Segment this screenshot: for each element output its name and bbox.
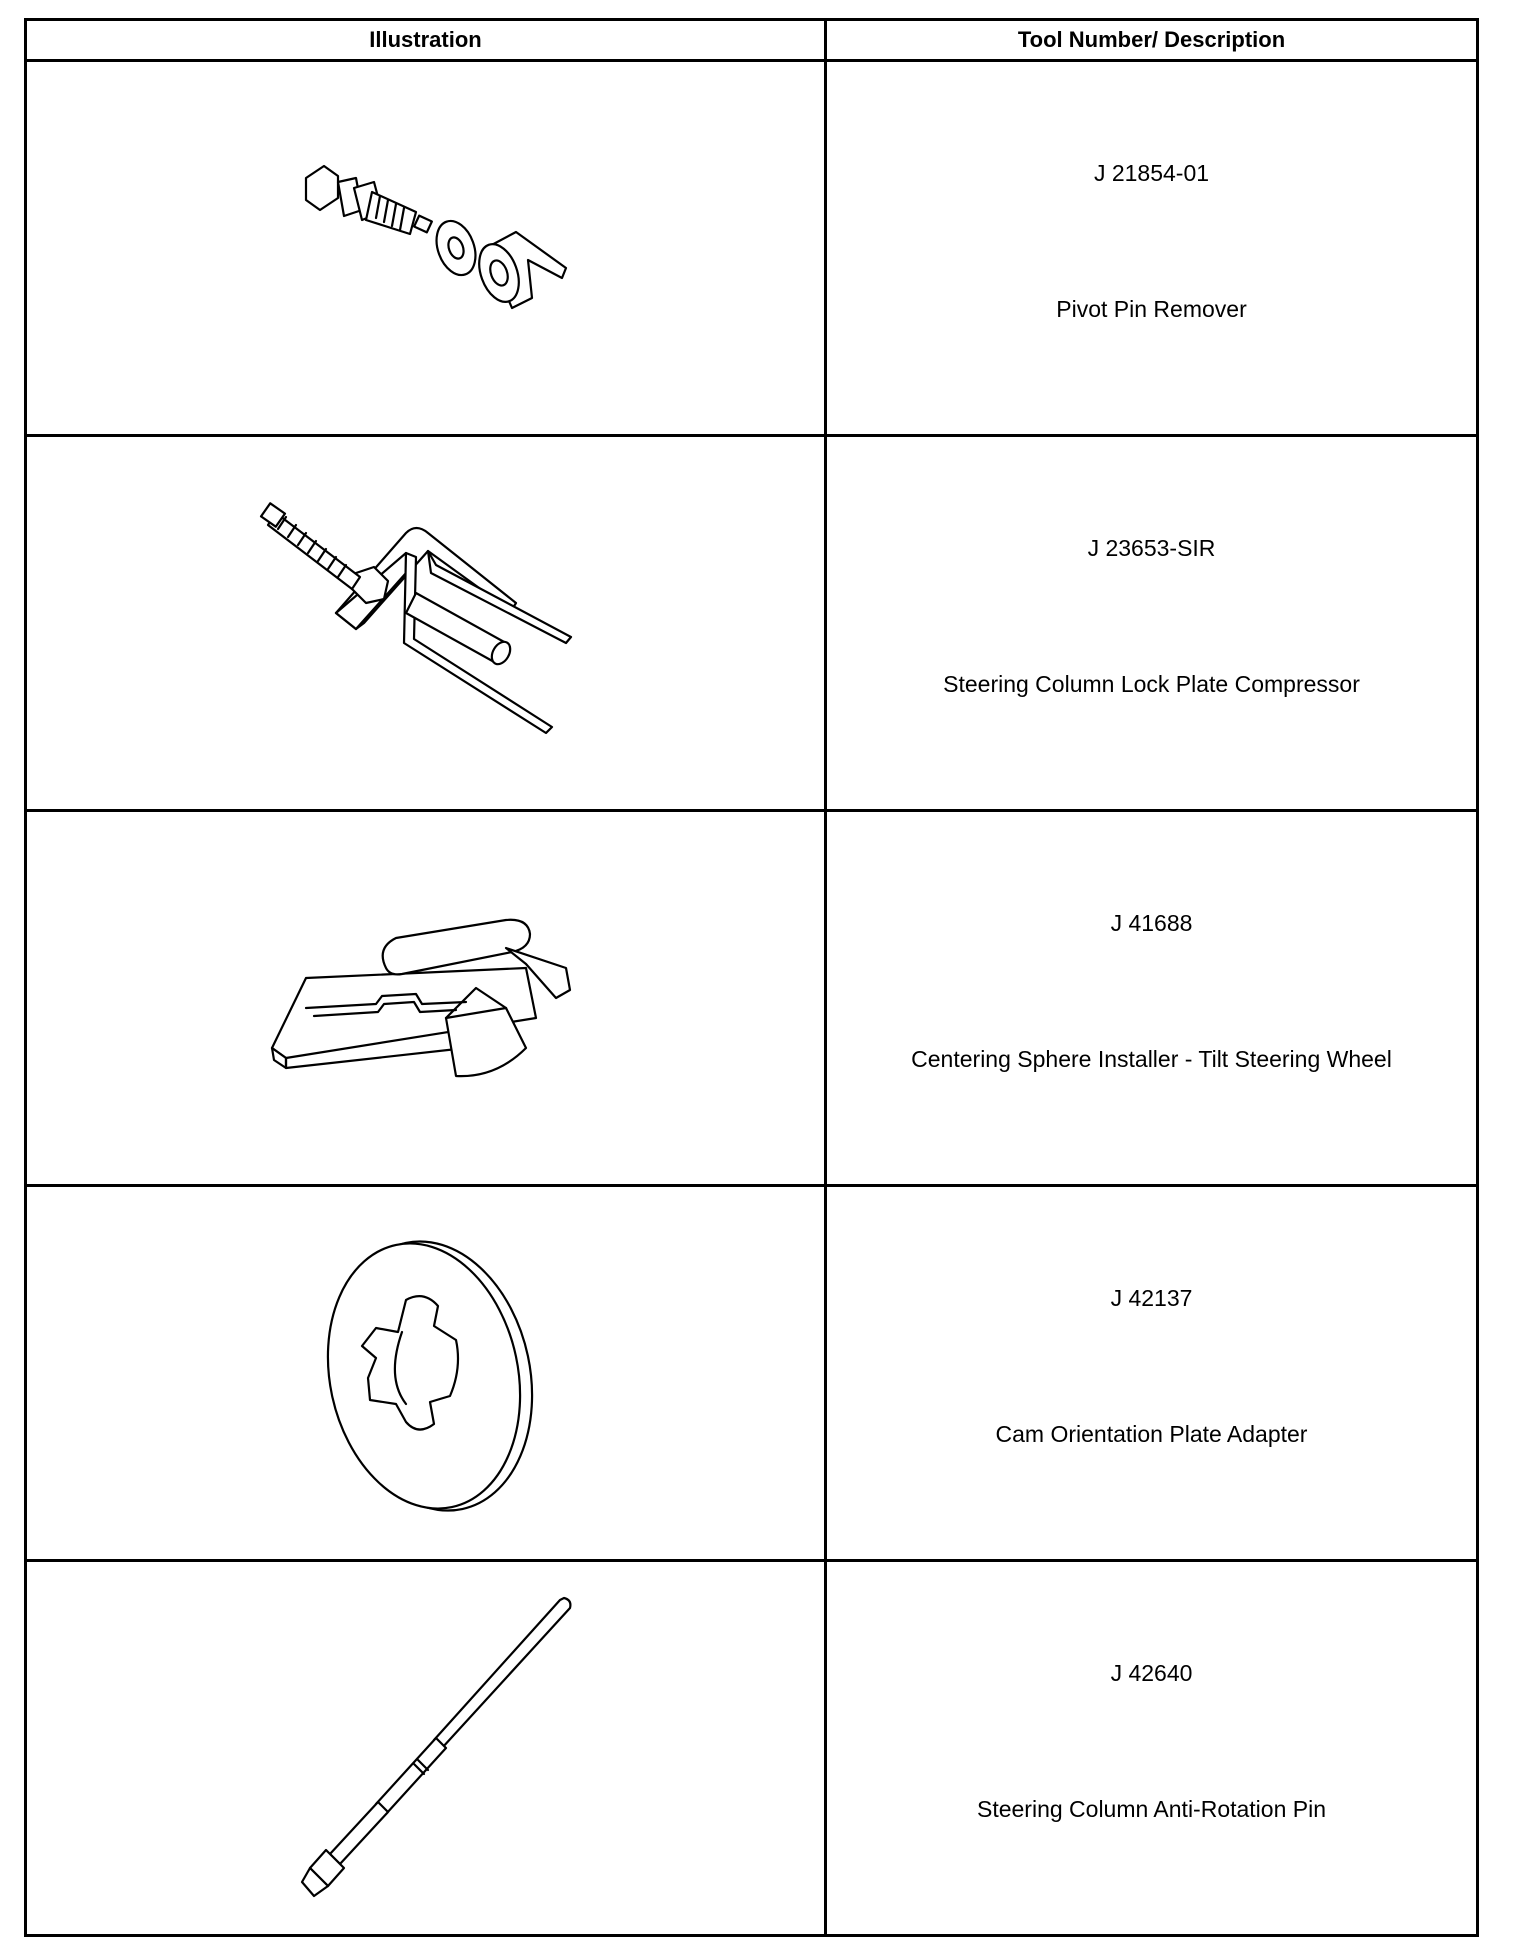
anti-rotation-pin-icon <box>266 1588 586 1908</box>
table-row <box>26 1561 1478 1936</box>
lock-plate-compressor-icon <box>256 493 596 753</box>
tool-number: J 21854-01 <box>1093 160 1210 186</box>
header-illustration: Illustration <box>26 20 826 61</box>
tool-description: Cam Orientation Plate Adapter <box>995 1421 1308 1447</box>
header-row <box>26 20 1478 61</box>
tool-description: Steering Column Lock Plate Compressor <box>943 671 1360 697</box>
tool-number: J 41688 <box>1110 910 1193 936</box>
tool-description-cell <box>826 61 1478 436</box>
table-row <box>26 811 1478 1186</box>
tool-number: J 42640 <box>1110 1660 1193 1686</box>
illustration-cell <box>26 61 826 436</box>
tool-description-cell <box>826 1186 1478 1561</box>
illustration-cell <box>26 811 826 1186</box>
illustration-cell <box>26 1561 826 1936</box>
special-tools-table <box>24 18 1479 1937</box>
illustration-cell <box>26 1186 826 1561</box>
table-row <box>26 61 1478 436</box>
tool-description-cell <box>826 436 1478 811</box>
table-row <box>26 436 1478 811</box>
tool-description: Pivot Pin Remover <box>1056 296 1247 322</box>
illustration-cell <box>26 436 826 811</box>
header-tool-number-description: Tool Number/ Description <box>826 20 1478 61</box>
tool-number: J 23653-SIR <box>1087 535 1216 561</box>
tool-description-cell <box>826 1561 1478 1936</box>
centering-sphere-installer-icon <box>266 908 586 1088</box>
pivot-pin-remover-icon <box>266 148 586 348</box>
tool-description-cell <box>826 811 1478 1186</box>
tool-description: Steering Column Anti-Rotation Pin <box>976 1796 1327 1822</box>
table-row <box>26 1186 1478 1561</box>
tool-number: J 42137 <box>1110 1285 1193 1311</box>
cam-orientation-plate-icon <box>306 1228 546 1518</box>
tool-description: Centering Sphere Installer - Tilt Steering Wheel <box>911 1046 1392 1072</box>
